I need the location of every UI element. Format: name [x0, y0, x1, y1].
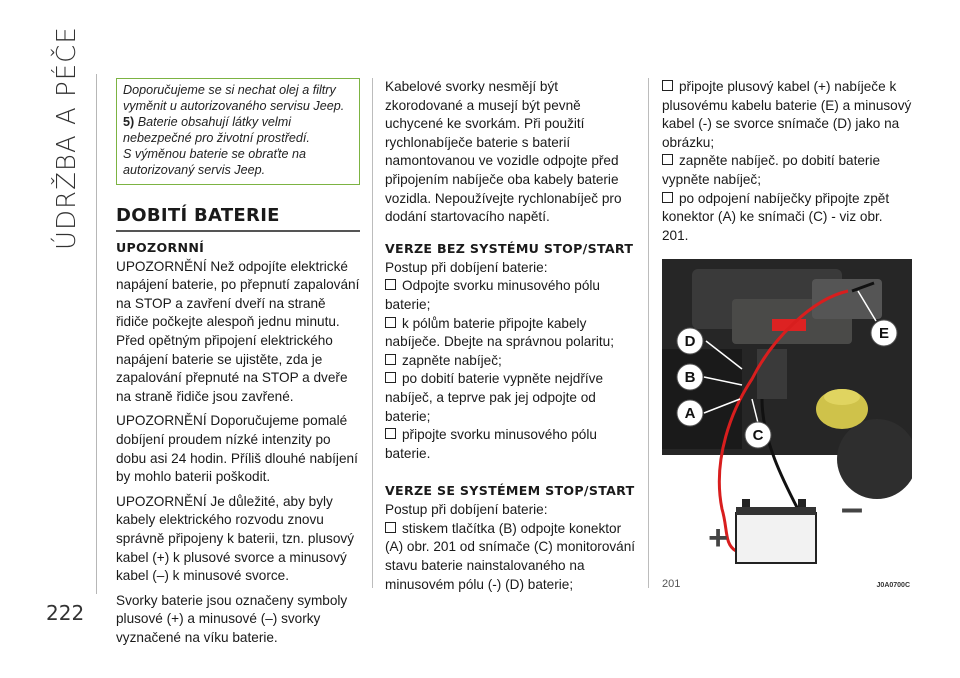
checkbox-icon: [385, 317, 396, 328]
column-divider: [372, 78, 373, 588]
list-item: připojte svorku minusového pólu baterie.: [385, 427, 597, 461]
checkbox-icon: [385, 428, 396, 439]
subhead-no-stopstart: VERZE BEZ SYSTÉMU STOP/START: [385, 240, 634, 256]
section-title: DOBITÍ BATERIE: [116, 205, 280, 226]
checkbox-icon: [662, 80, 673, 91]
label-A: A: [684, 405, 696, 423]
figure-caption: [662, 575, 912, 589]
paragraph: Svorky baterie jsou označeny symboly plusové (+) a minusové (–) svorky vyznačené na víku baterie.: [116, 592, 348, 645]
figure-code: J0A0700C: [876, 582, 910, 590]
section-rule: [116, 230, 360, 232]
list-item: po odpojení nabíječky připojte zpět konektor (A) ke snímači (C) - viz obr. 201.: [662, 190, 890, 243]
list-item: stiskem tlačítka (B) odpojte konektor (A) obr. 201 od snímače (C) monitorování stavu baterie nainstalovaného na minusovém pólu (-) (D) baterie;: [385, 520, 636, 592]
procedure-intro: Postup při dobíjení baterie:: [385, 502, 548, 518]
checkbox-icon: [385, 372, 396, 383]
checkbox-icon: [385, 279, 396, 290]
note-number: 5): [123, 115, 135, 129]
checkbox-icon: [662, 192, 673, 203]
checkbox-icon: [385, 522, 396, 533]
list-item: připojte plusový kabel (+) nabíječe k plusovému kabelu baterie (E) a minusový kabel (-) se svorce snímače (D) jako na obrázku;: [662, 79, 912, 150]
plus-symbol: +: [708, 519, 728, 558]
minus-symbol: –: [840, 486, 864, 531]
battery-illustration: [662, 259, 912, 571]
paragraph: UPOZORNĚNÍ Doporučujeme pomalé dobíjení proudem nízké intenzity po dobu asi 24 hodin. Příliš dlouhé nabíjení by mohlo baterii poškodit.: [116, 413, 358, 485]
note-line-2: [123, 114, 353, 146]
subhead-stopstart: VERZE SE SYSTÉMEM STOP/START: [385, 483, 635, 499]
note-text-2: Baterie obsahují látky velmi nebezpečné pro životní prostředí.: [123, 115, 310, 145]
page-number: 222: [46, 601, 85, 625]
warning-title: UPOZORNNÍ: [116, 239, 205, 255]
list-item: Odpojte svorku minusového pólu baterie;: [385, 278, 600, 312]
paragraph: Kabelové svorky nesmějí být zkorodované a musejí být pevně uchycené ke svorkám. Při použití rychlonabíječe baterie s baterií namontovanou ve vozidle odpojte před připojením nabíječe oba kabely baterie vozidla. Nepoužívejte rychlonabíječ pro dodání startovacího napětí.: [385, 79, 622, 225]
label-C: C: [752, 427, 764, 445]
chapter-title: ÚDRŽBA A PÉČE: [52, 26, 82, 250]
list-item: zapněte nabíječ;: [385, 352, 637, 371]
label-D: D: [684, 333, 696, 351]
note-line-3: S výměnou baterie se obraťte na autorizovaný servis Jeep.: [123, 147, 306, 177]
procedure-intro: Postup při dobíjení baterie:: [385, 259, 548, 275]
charger-top: [736, 507, 816, 515]
figure-number: 201: [662, 578, 681, 591]
label-B: B: [684, 369, 696, 387]
list-item: po dobití baterie vypněte nejdříve nabíječ, a teprve pak jej odpojte od baterie;: [385, 371, 604, 424]
checkbox-icon: [662, 154, 673, 165]
list-item: k pólům baterie připojte kabely nabíječe. Dbejte na správnou polaritu;: [385, 315, 614, 350]
paragraph: UPOZORNĚNÍ Než odpojíte elektrické napájení baterie, po přepnutí zapalování na STOP a zavření dveří na straně řidiče počkejte alespoň jednu minutu. Před opětným připojení elektrického napájení baterie se ujistěte, zda je zapalování přepnuté na STOP a dveře na straně řidiče jsou zavřené.: [116, 258, 360, 404]
chapter-rule: [96, 74, 97, 594]
column-divider: [648, 78, 649, 588]
note-box: [116, 78, 360, 185]
column-1: [116, 78, 360, 653]
checkbox-icon: [385, 354, 396, 365]
column-2: [385, 78, 637, 594]
column-3: [662, 78, 912, 589]
list-item: zapněte nabíječ. po dobití baterie vypněte nabíječ;: [662, 153, 881, 187]
label-E: E: [878, 325, 890, 343]
charger-body: [736, 513, 816, 563]
paragraph: UPOZORNĚNÍ Je důležité, aby byly kabely elektrického rozvodu znovu správně připojeny k baterii, tzn. plusový kabel (+) k plusové svorce a minusový kabel (–) k minusové svorce.: [116, 493, 355, 584]
battery-figure: [662, 259, 912, 571]
note-line-1: Doporučujeme se si nechat olej a filtry vyměnit u autorizovaného servisu Jeep.: [123, 83, 345, 113]
